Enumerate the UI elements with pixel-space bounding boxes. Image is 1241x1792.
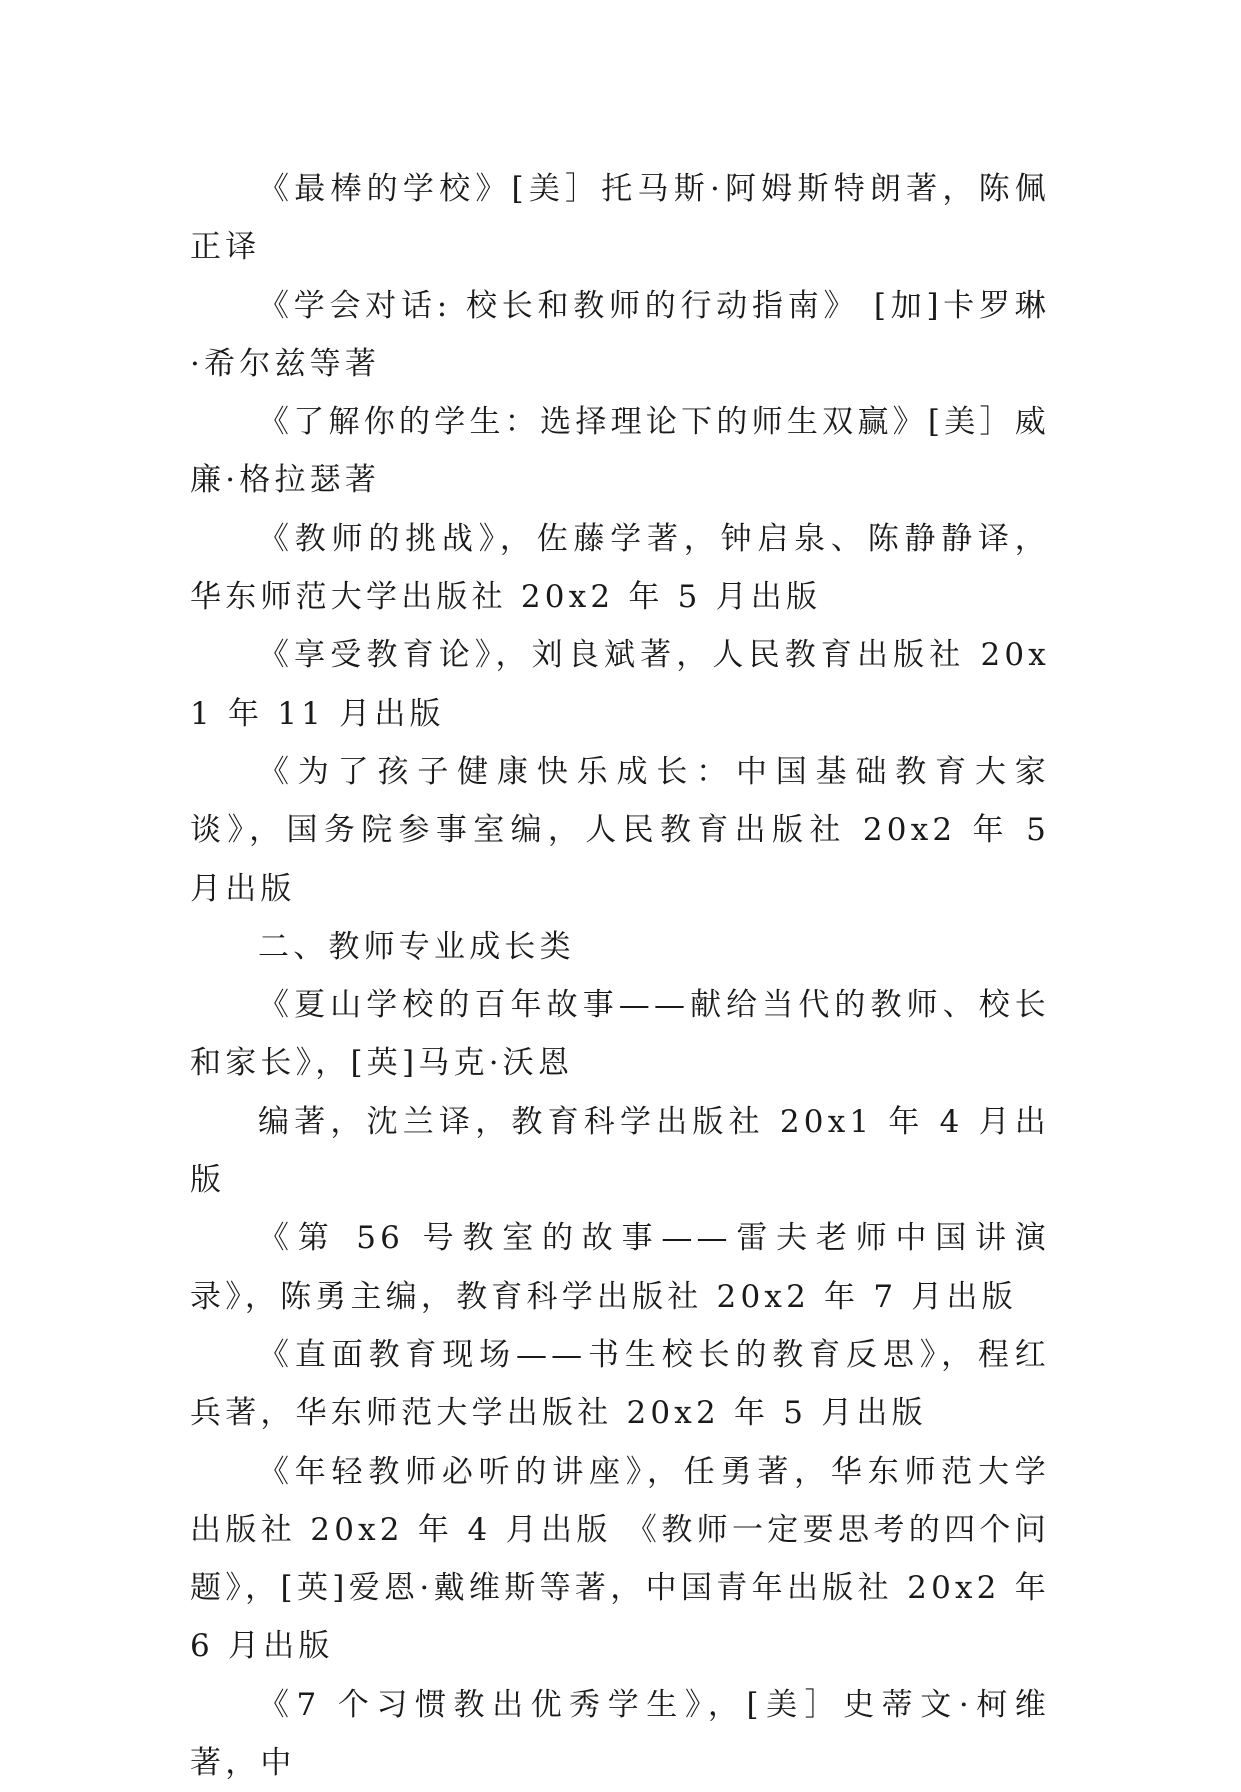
paragraph-young-teachers: 《年轻教师必听的讲座》，任勇著，华东师范大学出版社 20x2 年 4 月出版 《教师一定要思考的四个问题》，[英]爱恩·戴维斯等著，中国青年出版社 20x2 年 6 月出版 (190, 1453, 1050, 1665)
paragraph-education-scene: 《直面教育现场——书生校长的教育反思》，程红兵著，华东师范大学出版社 20x2 年 5 月出版 (190, 1336, 1050, 1432)
section-heading: 二、教师专业成长类 (258, 928, 575, 965)
paragraph-summerhill-continued: 编著，沈兰译，教育科学出版社 20x1 年 4 月出版 (190, 1103, 1050, 1199)
paragraph-summerhill: 《夏山学校的百年故事——献给当代的教师、校长和家长》，[英]马克·沃恩 (190, 987, 1050, 1082)
paragraph-know-your-students: 《了解你的学生：选择理论下的师生双赢》[美］威廉·格拉瑟著 (190, 404, 1050, 499)
document-body (190, 160, 1050, 1792)
paragraph-best-school: 《最棒的学校》[美］托马斯·阿姆斯特朗著，陈佩正译 (190, 171, 1050, 266)
paragraph-enjoy-education: 《享受教育论》，刘良斌著，人民教育出版社 20x1 年 11 月出版 (190, 637, 1050, 732)
paragraph-teacher-challenge: 《教师的挑战》，佐藤学著，钟启泉、陈静静译，华东师范大学出版社 20x2 年 5 月出版 (190, 520, 1050, 616)
paragraph-learning-dialogue: 《学会对话: 校长和教师的行动指南》 [加]卡罗琳·希尔兹等著 (190, 287, 1050, 382)
paragraph-room-56: 《第 56 号教室的故事——雷夫老师中国讲演录》，陈勇主编，教育科学出版社 20x2 年 7 月出版 (190, 1220, 1050, 1315)
paragraph-children-growth: 《为了孩子健康快乐成长：中国基础教育大家谈》，国务院参事室编，人民教育出版社 20x2 年 5 月出版 (190, 753, 1050, 907)
paragraph-seven-habits: 《7 个习惯教出优秀学生》，[美］史蒂文·柯维著，中 (190, 1686, 1050, 1782)
